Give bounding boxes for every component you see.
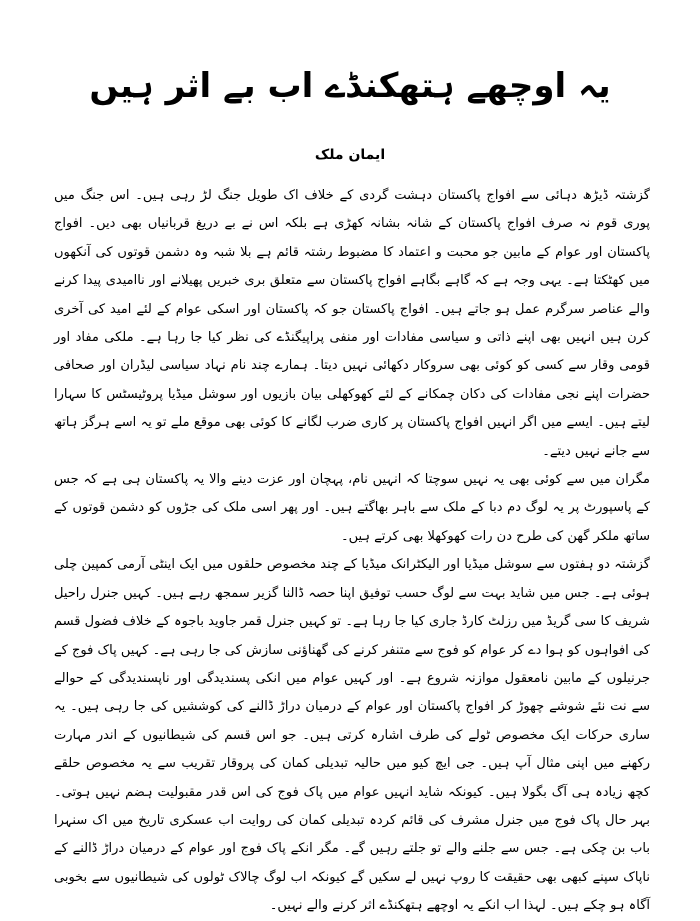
article-author: ایمان ملک	[314, 147, 386, 163]
paragraph: مگران میں سے کوئی بھی یہ نہیں سوچتا کہ انہیں نام، پہچان اور عزت دینے والا یہ پاکستان ہی ہے کہ جس کے پاسپورٹ پر یہ لوگ دم دبا کے ملک سے باہر بھاگتے ہیں۔ اور پھر اسی ملک کی جڑوں کو دشمن قوتوں کے ساتھ ملکر گھن کی طرح دن رات کھوکھلا بھی کرتے ہیں۔	[54, 472, 650, 544]
paragraph: گزشتہ دو ہفتوں سے سوشل میڈیا اور الیکٹرانک میڈیا کے چند مخصوص حلقوں میں ایک اینٹی آرمی کمپین چلی ہوئی ہے۔ جس میں شاید بہت سے لوگ حسب توفیق اپنا حصہ ڈالنا گزیر سمجھ رہے ہیں۔ کہیں جنرل راحیل شریف کا سی گریڈ میں رزلٹ کارڈ جاری کیا جا رہا ہے۔ تو کہیں جنرل قمر جاوید باجوہ کے خلاف فضول قسم کی افواہوں کو ہوا دے کر عوام کو فوج سے متنفر کرنے کی گھناؤنی سازش کی جا رہی ہے۔ کہیں پاک فوج کے جرنیلوں کے مابین نامعقول موازنہ شروع ہے۔ اور کہیں عوام میں انکی پسندیدگی اور ناپسندیدگی کے حوالے سے نت نئے شوشے چھوڑ کر افواج پاکستان اور عوام کے درمیان دراڑ ڈالنے کی کوششیں کی جا رہی ہیں۔ یہ ساری حرکات ایک مخصوص ٹولے کی طرف اشارہ کرتی ہیں۔ جو اس قسم کی شیطانیوں کے اندر مہارت رکھنے میں اپنی مثال آپ ہیں۔ جی ایچ کیو میں حالیہ تبدیلی کمان کی پروقار تقریب سے یہ مخصوص حلقے کچھ زیادہ ہی آگ بگولا ہیں۔ کیونکہ شاید انہیں عوام میں پاک فوج کی اس قدر مقبولیت ہضم نہیں ہوتی۔ بہر حال پاک فوج میں جنرل مشرف کی قائم کردہ تبدیلی کمان کی روایت اب عسکری تاریخ میں اک سنہرا باب بن چکی ہے۔ جس سے جلنے والے تو جلتے رہیں گے۔ مگر انکے پاک فوج اور عوام کے درمیان دراڑ ڈالنے کے ناپاک سپنے کبھی بھی حقیقت کا روپ نہیں لے سکیں گے کیونکہ اب لوگ چالاک ٹولوں کی شیطانیوں سے بخوبی آگاہ ہو چکے ہیں۔ لہذا اب انکے یہ اوچھے ہتھکنڈے اثر کرنے والے نہیں۔	[54, 557, 650, 914]
article-body	[54, 182, 650, 921]
article-title: یہ اوچھے ہتھکنڈے اب بے اثر ہیں	[89, 66, 611, 106]
paragraph: گزشتہ ڈیڑھ دہائی سے افواج پاکستان دہشت گردی کے خلاف اک طویل جنگ لڑ رہی ہیں۔ اس جنگ میں پوری قوم نہ صرف افواج پاکستان کے شانہ بشانہ کھڑی ہے بلکہ اس نے بے دریغ قربانیاں بھی دیں۔ افواج پاکستان اور عوام کے مابین جو محبت و اعتماد کا مضبوط رشتہ قائم ہے بلا شبہ وہ دشمن قوتوں کی آنکھوں میں کھٹکتا ہے۔ یہی وجہ ہے کہ گاہے بگاہے افواج پاکستان سے متعلق بری خبریں پھیلانے اور ناامیدی پیدا کرنے والے عناصر سرگرم عمل ہو جاتے ہیں۔ افواج پاکستان جو کہ پاکستان اور اسکی عوام کے لئے امید کی آخری کرن ہیں انہیں بھی اپنے ذاتی و سیاسی مفادات اور منفی پراپیگنڈے کی نظر کیا جا رہا ہے۔ ملکی مفاد اور قومی وقار سے کسی کو کوئی بھی سروکار دکھائی نہیں دیتا۔ ہمارے چند نام نہاد سیاسی لیڈران اور صحافی حضرات اپنے نجی مفادات کی دکان چمکانے کے لئے کھوکھلی بیان بازیوں اور سوشل میڈیا پروٹیسٹس کا سہارا لیتے ہیں۔ ایسے میں اگر انہیں افواج پاکستان پر کاری ضرب لگانے کا کوئی بھی موقع ملے تو یہ اسے ہرگز ہاتھ سے جانے نہیں دیتے۔	[54, 188, 650, 459]
